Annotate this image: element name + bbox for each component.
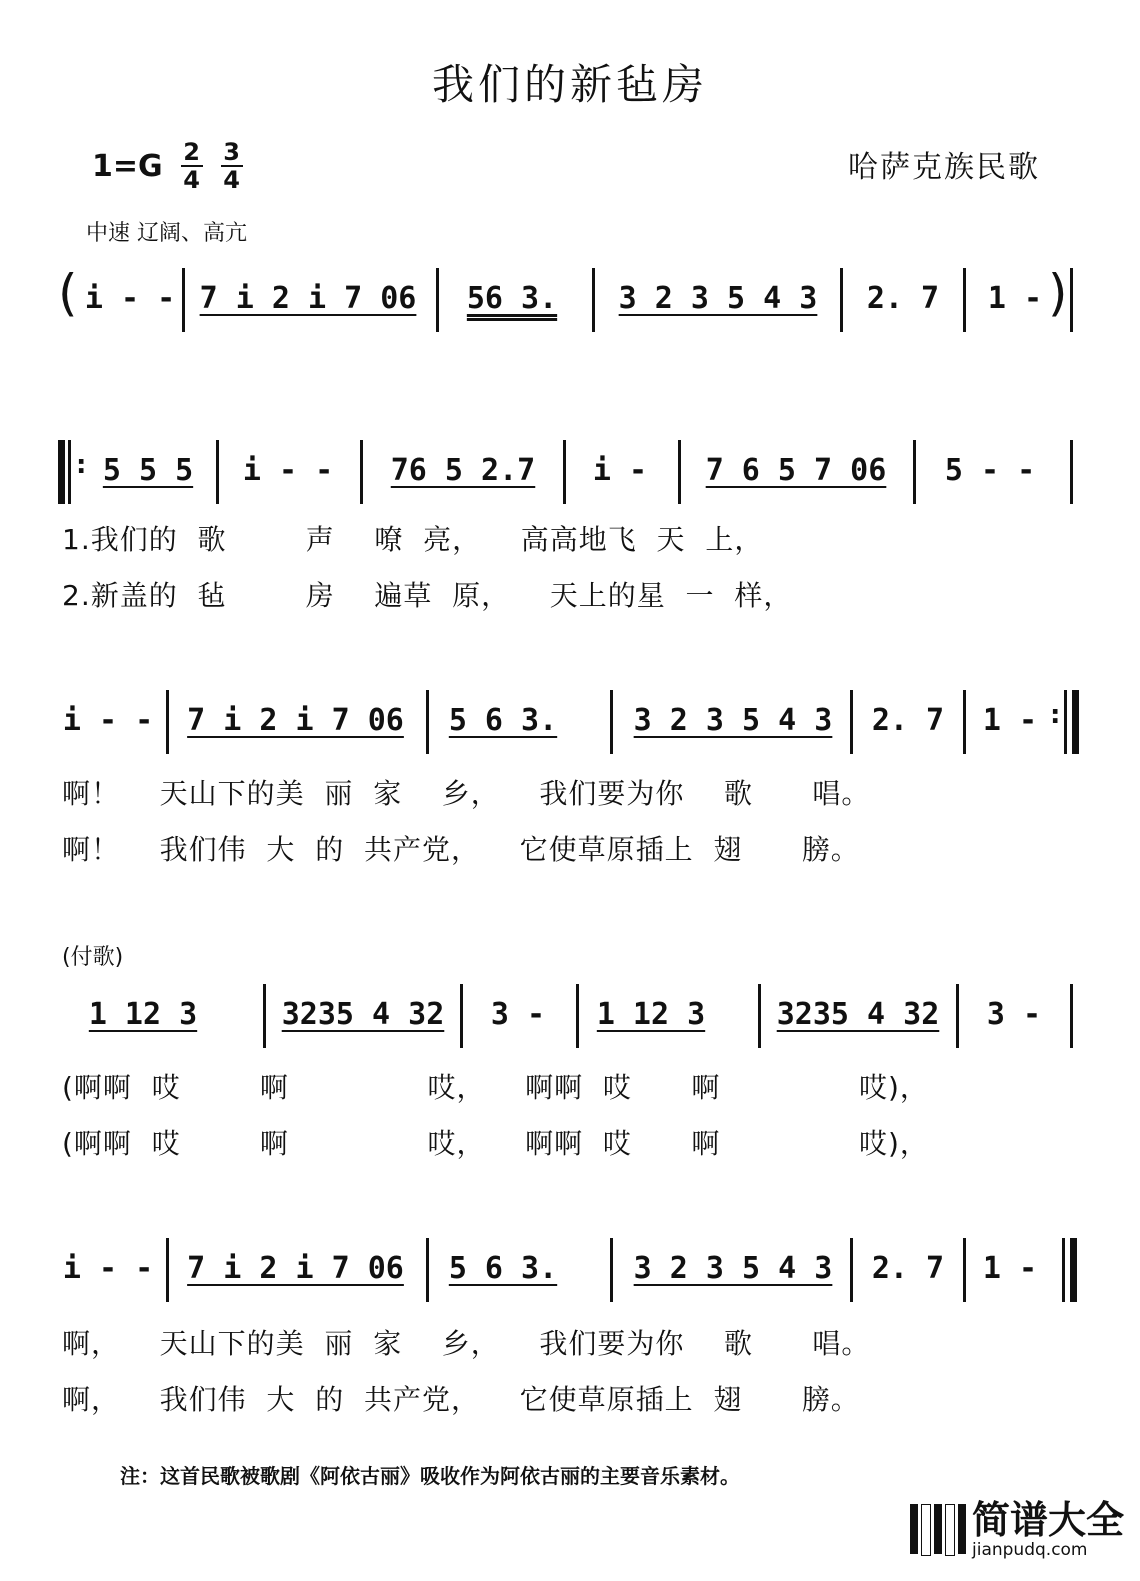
measure: 1 - (982, 702, 1038, 738)
staff-intro: ( i - - 7 i 2 i 7 06 56 3. 3 2 3 5 4 3 2. 7 1 - ) (58, 268, 1088, 328)
lyric-verse-1: 啊！ 天山下的美 丽 家 乡， 我们要为你 歌 唱。 (62, 777, 871, 810)
measure: 1 12 3 (88, 996, 198, 1032)
staff-line-2: : 5 5 5 i - - 76 5 2.7 i - 7 6 5 7 06 5 - - (58, 440, 1088, 500)
lyric-verse-2: 啊！ 我们伟 大 的 共产党， 它使草原插上 翅 膀。 (62, 833, 860, 866)
measure: 1 - (982, 1250, 1038, 1286)
site-logo (910, 1500, 1124, 1560)
measure: 7 i 2 i 7 06 (187, 702, 404, 738)
time-sig-1: $\frac{2}{4}$ (181, 140, 203, 192)
lyric-verse-1: 啊， 天山下的美 丽 家 乡， 我们要为你 歌 唱。 (62, 1327, 871, 1360)
measure: i - - (62, 1250, 154, 1286)
measure: 56 3. (466, 280, 558, 316)
key-label: 1=G (92, 148, 163, 184)
aside-label: (付歌) (62, 945, 124, 970)
measure: 7 i 2 i 7 06 (187, 1250, 404, 1286)
logo-url: jianpudq.com (972, 1540, 1088, 1560)
measure: 76 5 2.7 (390, 452, 536, 488)
lyric-verse-1: (啊啊 哎 啊 哎， 啊啊 哎 啊 哎)， (62, 1071, 929, 1104)
measure: 2. 7 (871, 702, 945, 738)
measure: 3235 4 32 (776, 996, 940, 1032)
key-signature (92, 140, 243, 192)
lyric-verse-2: 2.新盖的 毡 房 遍草 原， 天上的星 一 样， (62, 579, 793, 612)
lyric-verse-2: (啊啊 哎 啊 哎， 啊啊 哎 啊 哎)， (62, 1127, 929, 1160)
tempo-marking: 中速 辽阔、高亢 (86, 221, 247, 246)
lyric-verse-2: 啊， 我们伟 大 的 共产党， 它使草原插上 翅 膀。 (62, 1383, 860, 1416)
footnote: 注：这首民歌被歌剧《阿依古丽》吸收作为阿依古丽的主要音乐素材。 (120, 1464, 740, 1488)
staff-line-4 (58, 984, 1088, 1044)
measure: 5 - - (944, 452, 1036, 488)
measure: 3235 4 32 (281, 996, 445, 1032)
measure: 2. 7 (871, 1250, 945, 1286)
measure: 7 6 5 7 06 (705, 452, 887, 488)
measure: i - - (84, 280, 176, 316)
measure: i - - (62, 702, 154, 738)
measure: 7 i 2 i 7 06 (199, 280, 417, 316)
measure: 3 - (490, 996, 546, 1032)
song-origin: 哈萨克族民歌 (848, 150, 1040, 185)
logo-name: 简谱大全 (972, 1498, 1125, 1542)
measure: 3 2 3 5 4 3 (633, 702, 833, 738)
staff-line-3: i - - 7 i 2 i 7 06 5 6 3. 3 2 3 5 4 3 2. 7 1 - : (58, 690, 1088, 750)
song-title: 我们的新毡房 (431, 60, 708, 109)
measure: i - - (242, 452, 334, 488)
measure: i - (592, 452, 648, 488)
measure: 5 5 5 (102, 452, 194, 488)
lyric-verse-1: 1.我们的 歌 声 嘹 亮， 高高地飞 天 上， (62, 523, 764, 556)
time-sig-2: $\frac{3}{4}$ (221, 140, 243, 192)
piano-keys-icon (910, 1504, 966, 1556)
measure: 1 12 3 (596, 996, 706, 1032)
measure: 3 2 3 5 4 3 (618, 280, 818, 316)
staff-line-5 (58, 1238, 1088, 1298)
measure: 5 6 3. (448, 702, 558, 738)
measure: 2. 7 (866, 280, 940, 316)
measure: 3 2 3 5 4 3 (633, 1250, 833, 1286)
measure: 1 - (987, 280, 1043, 316)
measure: 5 6 3. (448, 1250, 558, 1286)
measure: 3 - (986, 996, 1042, 1032)
